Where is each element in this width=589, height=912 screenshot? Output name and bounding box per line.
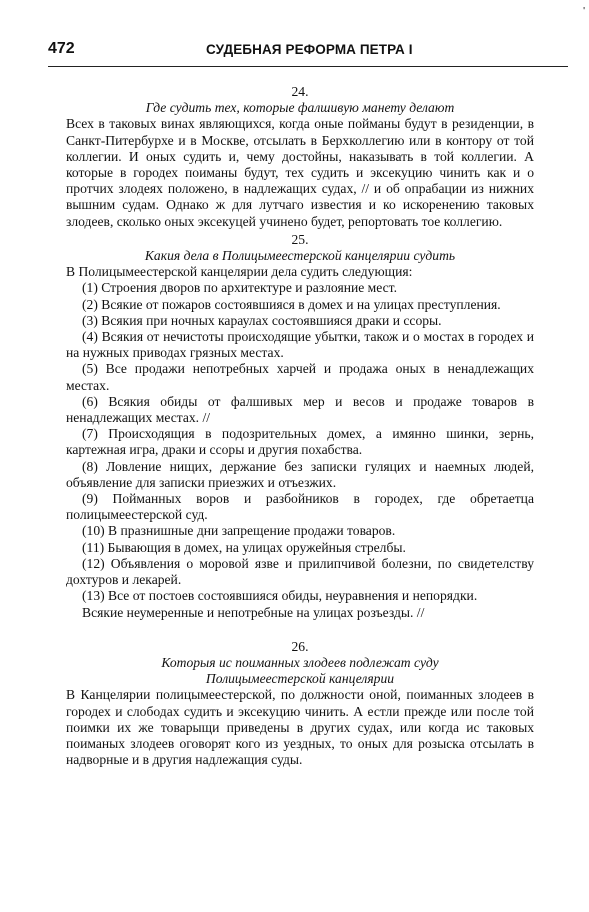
section-paragraph: Всех в таковых винах являющихся, когда оные пойманы будут в резиденции, в Санкт-Питербурхе и в Москве, отсылать в Берхколлегию или в контору от той коллегии. И оных судить и, чему достойны, наказывать в той коллегии. А которые в городех поиманы будут, тех судить и эксекуцию чинить как и о протчих злодеях положено, в надлежащих судах, // и об опрабации из нижних вышним судам. Однако ж для лутчаго известия и ко искоренению таковых злодеев, сколько оных эксекуцей учинено будет, репортовать тое коллегию. — [66, 116, 534, 229]
list-item: (4) Всякия от нечистоты происходящие убытки, також и о мостах в городех и на нужных приводах грязных местах. — [66, 329, 534, 361]
list-item: (2) Всякие от пожаров состоявшияся в домех и на улицах преступления. — [82, 296, 501, 312]
section-paragraph: В Канцелярии полицымеестерской, по должности оной, поиманных злодеев в городех и слободах судить и эксекуцию чинить. А естли прежде или после той поимки их же товарыщи приведены в других судах, или когда ис таковых поиманых злодеев оговорят кого из уездных, то оных для розыска отсылать в надворные и в другия надлежащия суды. — [66, 687, 534, 768]
page-number: 472 — [48, 40, 75, 57]
list-item: (8) Ловление нищих, держание без записки гуляцих и наемных людей, объявление для записки приезжих и отъезжих. — [66, 458, 534, 490]
section-25 — [66, 232, 534, 621]
list-item: (9) Пойманных воров и разбойников в городех, где обретаетца полицымеестерской суд. — [66, 491, 534, 523]
list-item: Всякие неумеренные и непотребные на улицах розъезды. // — [82, 604, 425, 620]
section-number: 24. — [291, 84, 309, 99]
list-item: (3) Всякия при ночных караулах состоявшияся драки и ссоры. — [82, 312, 442, 328]
header-rule — [48, 66, 568, 67]
list-item: (5) Все продажи непотребных харчей и продажа оных в ненадлежащих местах. — [66, 361, 534, 393]
running-head — [48, 40, 568, 64]
section-title: Какия дела в Полицымеестерской канцелярии судить — [144, 248, 456, 264]
corner-mark: ' — [583, 6, 585, 17]
section-24 — [66, 84, 534, 230]
list-item: (1) Строения дворов по архитектуре и разлояние мест. — [82, 280, 397, 296]
section-intro: В Полицымеестерской канцелярии дела судить следующия: — [66, 264, 413, 280]
list-item: (13) Все от постоев состоявшияся обиды, неуравнения и непорядки. — [82, 588, 478, 604]
list-item: (7) Происходящия в подозрительных домех, а имянно шинки, зернь, картежная игра, драки и ссоры и другия похабства. — [66, 426, 534, 458]
list-item: (11) Бывающия в домех, на улицах оружейныя стрелбы. — [82, 539, 406, 555]
list-item: (6) Всякия обиды от фалшивых мер и весов и продаже товаров в ненадлежащих местах. // — [66, 393, 534, 426]
page-body — [66, 82, 534, 768]
section-number: 26. — [291, 638, 309, 654]
section-title-line2: Полицымеестерской канцелярии — [205, 671, 395, 687]
section-title: Где судить тех, которые фалшивую манету делают — [145, 100, 455, 116]
list-item: (10) В празнишные дни запрещение продажи товаров. — [82, 523, 396, 539]
list-item: (12) Объявления о моровой язве и прилипчивой болезни, по свидетелству дохтуров и лекарей. — [66, 555, 534, 588]
section-number: 25. — [291, 231, 309, 247]
running-title: СУДЕБНАЯ РЕФОРМА ПЕТРА I — [206, 42, 413, 57]
section-gap — [66, 621, 534, 637]
section-title-line1: Которыя ис поиманных злодеев подлежат суду — [161, 654, 439, 670]
section-26 — [66, 639, 534, 769]
